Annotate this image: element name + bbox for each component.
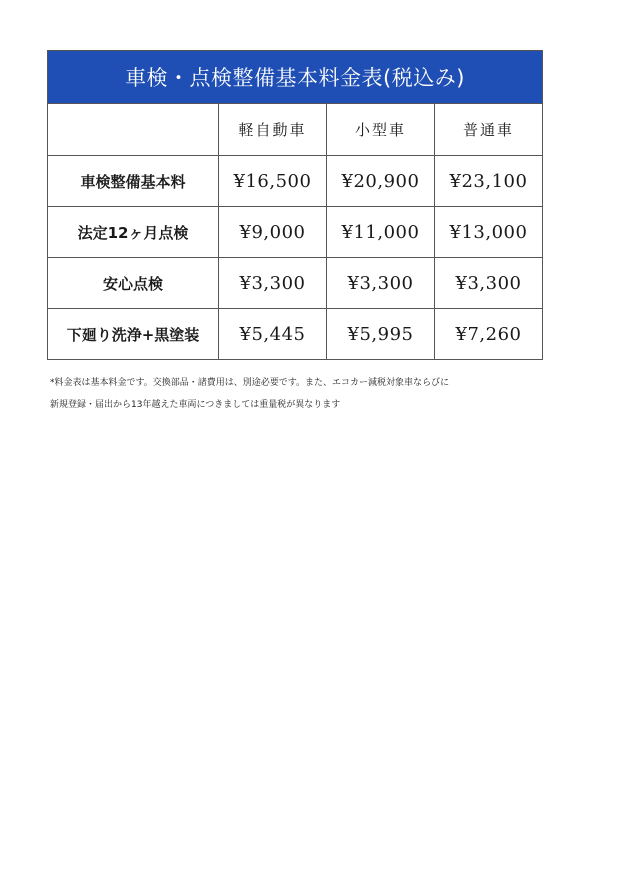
price-cell: ¥16,500 (219, 156, 327, 207)
row-label: 法定12ヶ月点検 (48, 207, 219, 258)
price-cell: ¥11,000 (327, 207, 435, 258)
header-kei-car: 軽自動車 (219, 104, 327, 156)
price-table (47, 50, 543, 360)
price-cell: ¥23,100 (435, 156, 543, 207)
header-row (48, 104, 543, 156)
row-label: 安心点検 (48, 258, 219, 309)
header-standard-car: 普通車 (435, 104, 543, 156)
footnote (50, 372, 570, 416)
price-cell: ¥5,995 (327, 309, 435, 360)
price-cell: ¥7,260 (435, 309, 543, 360)
price-cell: ¥3,300 (327, 258, 435, 309)
price-cell: ¥5,445 (219, 309, 327, 360)
row-label: 下廻り洗浄+黒塗装 (48, 309, 219, 360)
header-compact-car: 小型車 (327, 104, 435, 156)
table-row (48, 207, 543, 258)
row-label: 車検整備基本料 (48, 156, 219, 207)
table-title: 車検・点検整備基本料金表(税込み) (48, 51, 543, 104)
price-cell: ¥13,000 (435, 207, 543, 258)
price-cell: ¥3,300 (435, 258, 543, 309)
table-row (48, 258, 543, 309)
table-row (48, 309, 543, 360)
price-cell: ¥9,000 (219, 207, 327, 258)
price-cell: ¥3,300 (219, 258, 327, 309)
table-row (48, 156, 543, 207)
title-row (48, 51, 543, 104)
footnote-line-2: 新規登録・届出から13年越えた車両につきましては重量税が異なります (50, 400, 341, 410)
price-cell: ¥20,900 (327, 156, 435, 207)
header-corner-cell (48, 104, 219, 156)
footnote-line-1: *料金表は基本料金です。交換部品・諸費用は、別途必要です。また、エコカー減税対象車ならびに (50, 378, 450, 388)
